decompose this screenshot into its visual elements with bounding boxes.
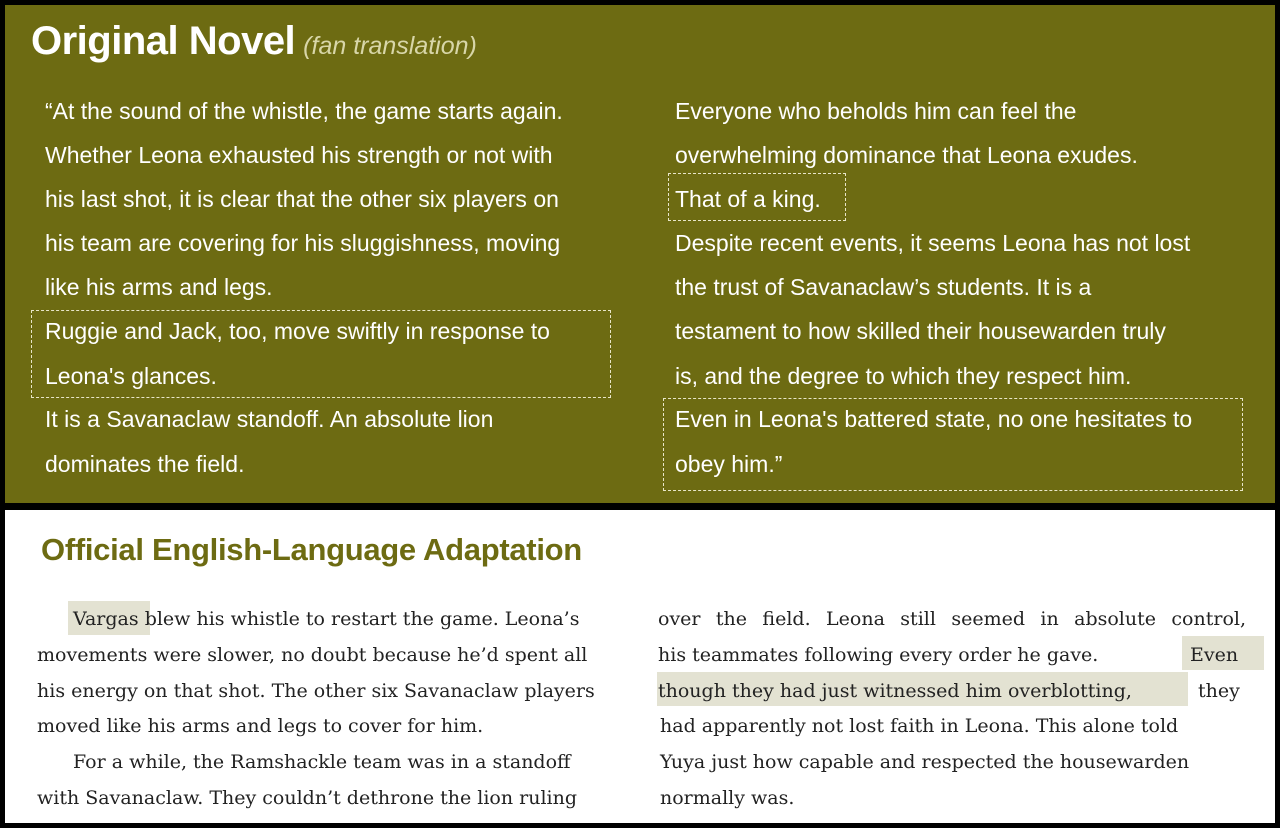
original-right-line: overwhelming dominance that Leona exudes.: [675, 142, 1138, 168]
official-left-line-1: [73, 606, 579, 632]
original-left-line: Whether Leona exhausted his strength or not with: [45, 142, 553, 168]
original-left-line: Leona's glances.: [45, 363, 217, 389]
official-right-text: they: [1198, 680, 1240, 702]
official-left-line: his energy on that shot. The other six Savanaclaw players: [37, 680, 595, 702]
original-novel-panel: [5, 5, 1275, 503]
original-right-line: Despite recent events, it seems Leona has not lost: [675, 230, 1191, 256]
vargas-word: Vargas: [73, 608, 139, 630]
overblotting-phrase: though they had just witnessed him overblotting,: [658, 680, 1132, 702]
official-right-line: normally was.: [660, 787, 795, 809]
original-right-line: Everyone who beholds him can feel the: [675, 98, 1077, 124]
official-adaptation-panel: [5, 510, 1275, 823]
original-right-line: is, and the degree to which they respect him.: [675, 363, 1132, 389]
official-left-line: with Savanaclaw. They couldn’t dethrone the lion ruling: [37, 787, 578, 809]
official-right-line-2: [658, 642, 1098, 668]
original-left-line: his last shot, it is clear that the other six players on: [45, 186, 559, 212]
official-right-line: over the field. Leona still seemed in absolute control,: [658, 608, 1246, 630]
original-left-line: Ruggie and Jack, too, move swiftly in response to: [45, 318, 550, 344]
original-right-line: the trust of Savanaclaw’s students. It is a: [675, 274, 1092, 300]
original-left-line: “At the sound of the whistle, the game starts again.: [45, 98, 563, 124]
original-right-line: testament to how skilled their housewarden truly: [675, 318, 1166, 344]
official-right-line: had apparently not lost faith in Leona. This alone told: [660, 715, 1179, 737]
even-word: Even: [1190, 644, 1239, 666]
official-left-line: movements were slower, no doubt because he’d spent all: [37, 644, 588, 666]
original-right-line: Even in Leona's battered state, no one hesitates to: [675, 406, 1193, 432]
official-right-text: his teammates following every order he gave.: [658, 644, 1099, 666]
original-left-line: like his arms and legs.: [45, 274, 273, 300]
official-right-line: Yuya just how capable and respected the housewarden: [660, 751, 1190, 773]
original-novel-title: Original Novel: [31, 19, 296, 63]
official-left-text: blew his whistle to restart the game. Leona’s: [144, 608, 580, 630]
original-right-line: obey him.”: [675, 451, 783, 477]
original-left-line: It is a Savanaclaw standoff. An absolute lion: [45, 406, 494, 432]
official-adaptation-title: Official English-Language Adaptation: [41, 532, 582, 567]
original-left-line: his team are covering for his sluggishness, moving: [45, 230, 561, 256]
original-novel-subtitle: (fan translation): [303, 32, 477, 60]
original-left-line: dominates the field.: [45, 451, 245, 477]
original-novel-heading: [31, 19, 477, 64]
original-right-line: That of a king.: [675, 186, 821, 212]
official-left-line: moved like his arms and legs to cover for him.: [37, 715, 484, 737]
official-left-line: For a while, the Ramshackle team was in a standoff: [73, 751, 571, 773]
